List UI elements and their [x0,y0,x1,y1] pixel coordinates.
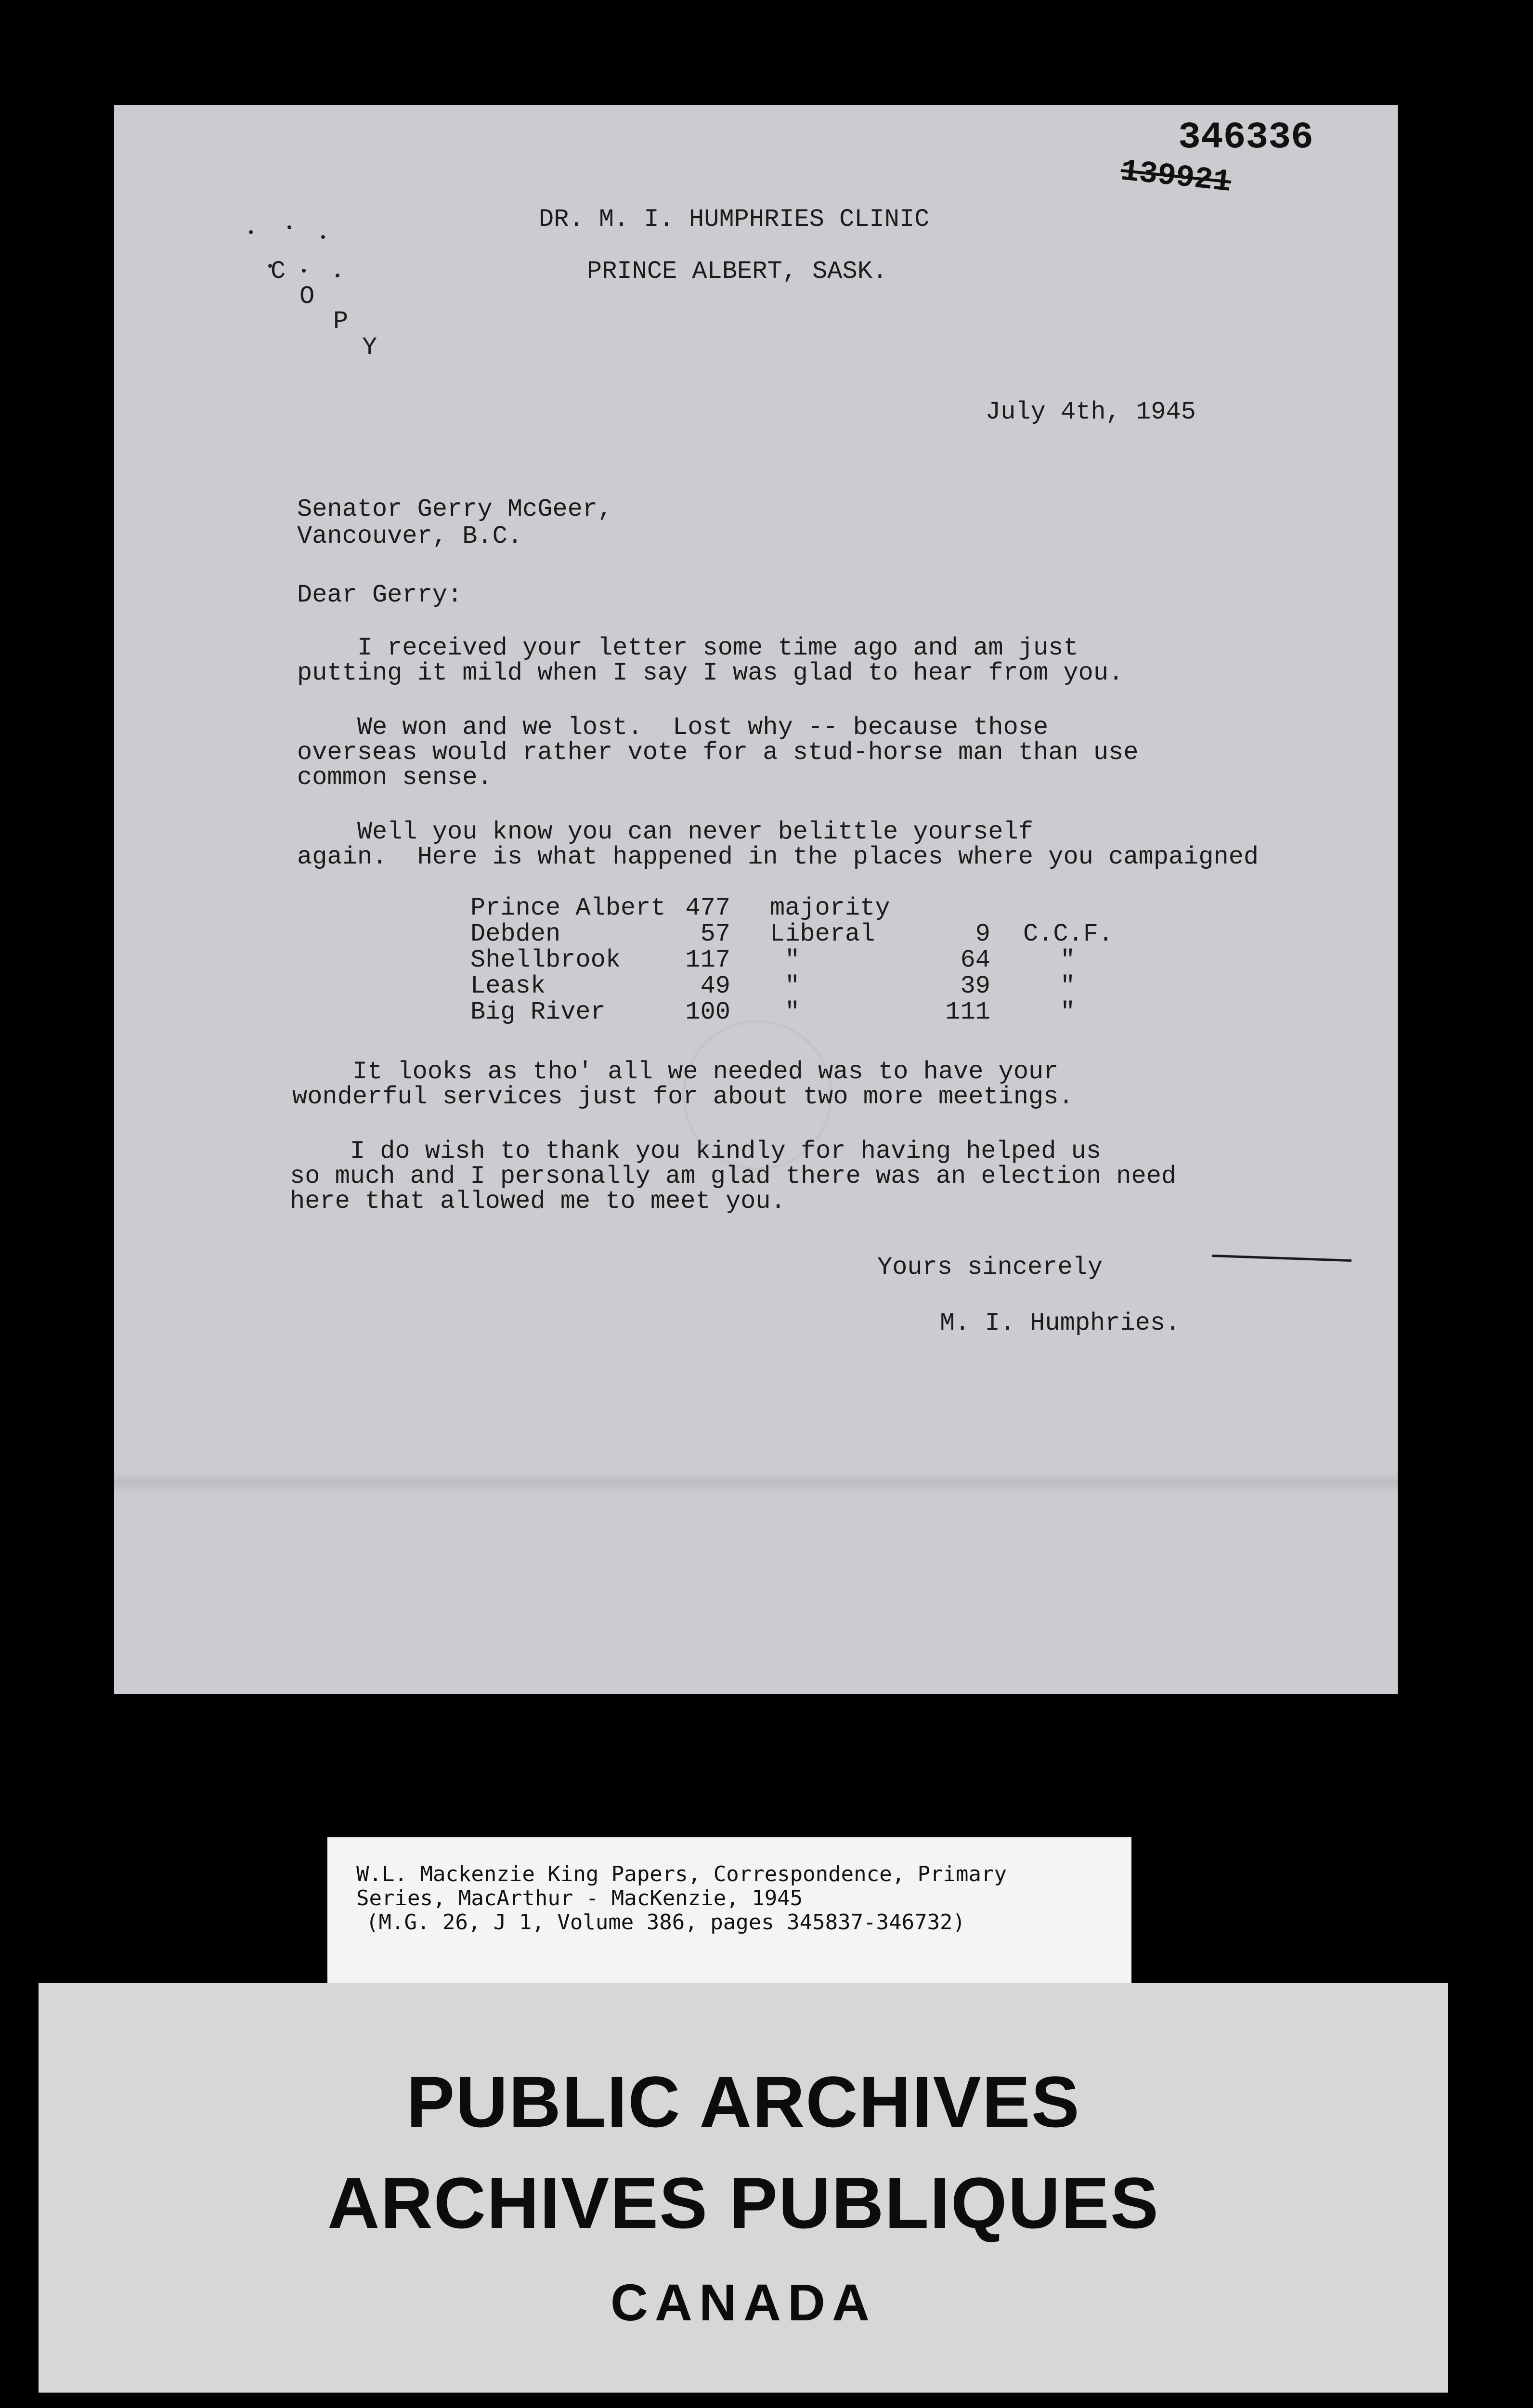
result-liberal-label: " [785,998,800,1026]
result-ccf-count: 64 [960,946,990,974]
archive-reference-label [327,1837,1131,1984]
paragraph-5-line-3: here that allowed me to meet you. [290,1187,786,1216]
archive-banner [39,1983,1448,2393]
result-place: Leask [470,972,546,1000]
letterhead-location: PRINCE ALBERT, SASK. [587,257,888,286]
salutation: Dear Gerry: [297,581,463,609]
result-ccf-count: 111 [945,998,990,1026]
signature-stroke [1212,1255,1351,1262]
copy-mark-y: Y [362,333,377,362]
result-liberal-count: 100 [685,998,730,1026]
result-place: Big River [470,998,606,1026]
copy-mark-c: C [271,257,286,286]
result-liberal-count: 477 [685,894,730,922]
signature-name: M. I. Humphries. [940,1309,1181,1337]
result-liberal-count: 57 [700,920,730,948]
result-liberal-count: 49 [700,972,730,1000]
archive-reference-line-1: W.L. Mackenzie King Papers, Correspondence, Primary [356,1862,1007,1886]
result-place: Shellbrook [470,946,621,974]
result-ccf-label: " [1060,946,1076,974]
result-place: Debden [470,920,561,948]
letterhead-clinic: DR. M. I. HUMPHRIES CLINIC [539,205,930,234]
paragraph-4-line-2: wonderful services just for about two more meetings. [292,1083,1074,1111]
paragraph-1-line-2: putting it mild when I say I was glad to hear from you. [297,659,1124,687]
result-ccf-label: " [1060,972,1076,1000]
archive-banner-french: ARCHIVES PUBLIQUES [327,2162,1159,2243]
archive-banner-country: CANADA [611,2273,876,2331]
result-place: Prince Albert [470,894,666,922]
paragraph-1-line-1: I received your letter some time ago and am just [297,634,1078,662]
copy-mark-o: O [299,282,315,311]
paragraph-2-line-2: overseas would rather vote for a stud-horse man than use [297,738,1139,767]
archive-reference-line-3: (M.G. 26, J 1, Volume 386, pages 345837-346732) [366,1910,966,1935]
archive-banner-english: PUBLIC ARCHIVES [406,2061,1080,2142]
result-liberal-label: " [785,946,800,974]
result-ccf-label: C.C.F. [1023,920,1114,948]
paragraph-2-line-3: common sense. [297,763,493,792]
result-liberal-label: Liberal [770,920,875,948]
document-number: 346336 [1178,117,1313,159]
paragraph-5-line-2: so much and I personally am glad there was an election need [290,1162,1177,1191]
document-number-struck: 139921 [1118,154,1233,200]
closing: Yours sincerely [877,1253,1103,1282]
result-liberal-count: 117 [685,946,730,974]
recipient-name: Senator Gerry McGeer, [297,495,613,523]
paragraph-4-line-1: It looks as tho' all we needed was to have your [292,1058,1059,1086]
paragraph-3-line-1: Well you know you can never belittle yourself [297,818,1034,846]
archive-reference-line-2: Series, MacArthur - MacKenzie, 1945 [356,1886,803,1911]
paper-crease [114,1473,1398,1492]
result-ccf-count: 39 [960,972,990,1000]
result-liberal-label: " [785,972,800,1000]
letter-date: July 4th, 1945 [986,398,1196,426]
recipient-city: Vancouver, B.C. [297,522,523,550]
paragraph-2-line-1: We won and we lost. Lost why -- because those [297,713,1049,742]
result-ccf-count: 9 [975,920,990,948]
paragraph-3-line-2: again. Here is what happened in the places where you campaigned [297,843,1259,871]
result-liberal-label: majority [770,894,890,922]
letter-page [114,105,1398,1694]
punch-marks [249,225,364,286]
copy-mark-p: P [333,307,349,336]
paragraph-5-line-1: I do wish to thank you kindly for having helped us [290,1137,1102,1165]
result-ccf-label: " [1060,998,1076,1026]
